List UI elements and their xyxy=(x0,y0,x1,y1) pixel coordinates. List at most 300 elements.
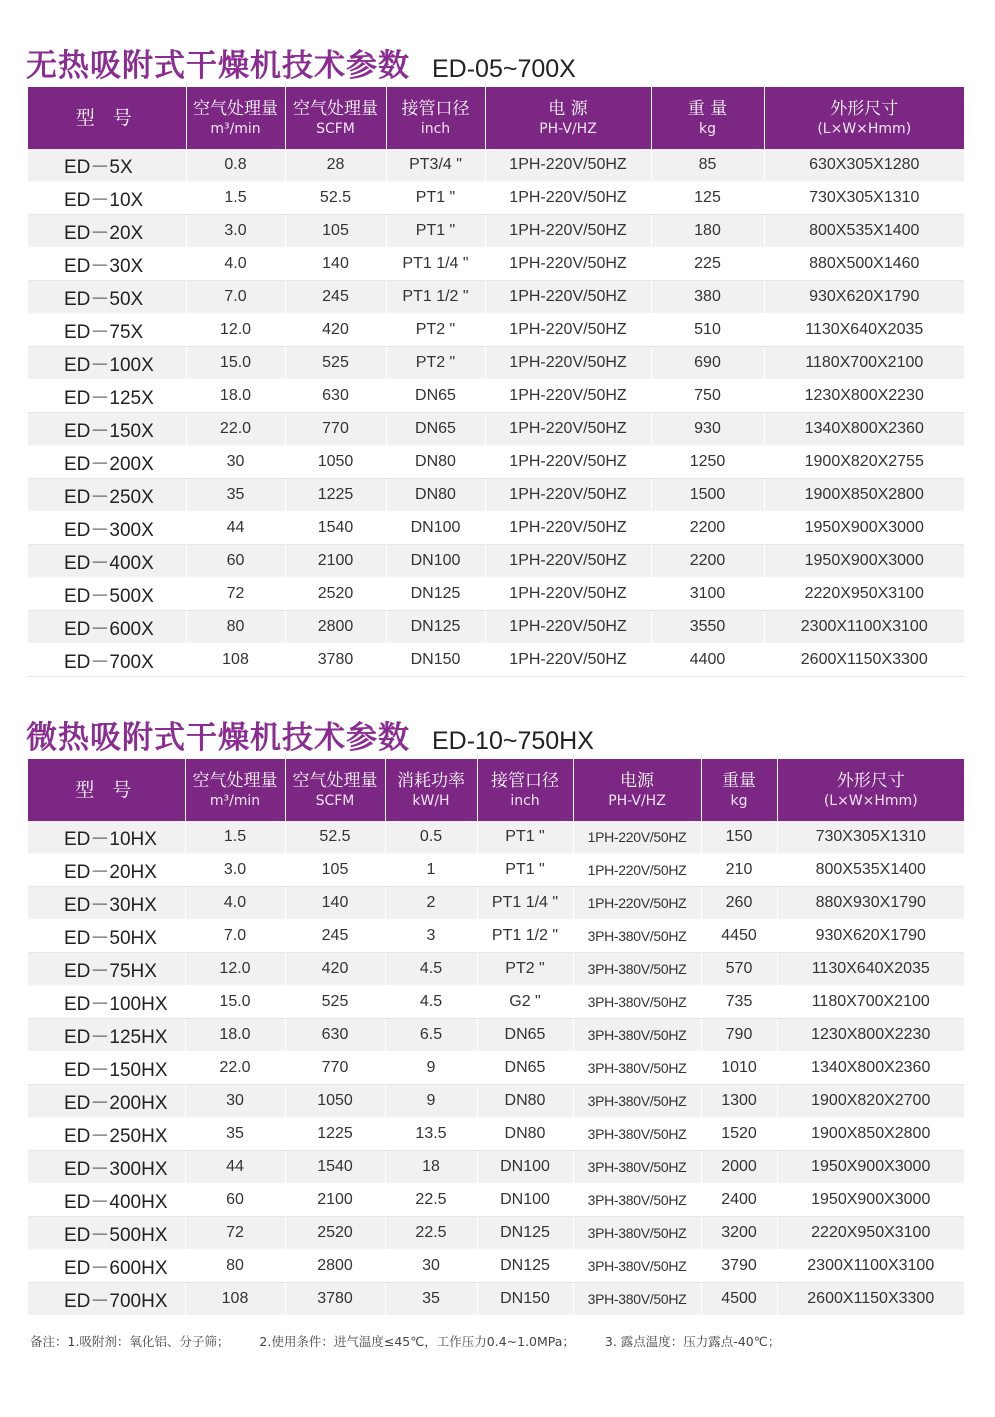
model-cell: ED－700HX xyxy=(28,1283,185,1316)
table-cell: 630X305X1280 xyxy=(764,149,964,182)
table-cell: 30 xyxy=(385,1250,477,1283)
table-cell: 2400 xyxy=(701,1184,777,1217)
column-header-label: 接管口径 xyxy=(401,99,470,119)
table-cell: 72 xyxy=(185,1217,285,1250)
table-cell: 2100 xyxy=(285,545,386,578)
table-cell: 52.5 xyxy=(285,821,385,854)
column-header-label: 空气处理量 xyxy=(192,771,278,791)
table-cell: 3780 xyxy=(285,644,386,677)
table-cell: DN80 xyxy=(477,1085,573,1118)
table-cell: 2520 xyxy=(285,1217,385,1250)
table-row xyxy=(28,215,964,248)
table-row xyxy=(28,986,964,1019)
table-cell: DN125 xyxy=(386,611,485,644)
model-cell: ED－150X xyxy=(28,413,186,446)
table-cell: 140 xyxy=(285,248,386,281)
table-cell: 1PH-220V/50HZ xyxy=(573,854,701,887)
table-row xyxy=(28,512,964,545)
table-row xyxy=(28,248,964,281)
table-row xyxy=(28,1283,964,1316)
table-row xyxy=(28,479,964,512)
column-header-label: 消耗功率 xyxy=(397,771,465,791)
table-cell: 1PH-220V/50HZ xyxy=(485,578,651,611)
table-row xyxy=(28,1118,964,1151)
table-cell: 2300X1100X3100 xyxy=(764,611,964,644)
table-cell: PT1 1/4 " xyxy=(386,248,485,281)
table-row xyxy=(28,347,964,380)
table-cell: 3790 xyxy=(701,1250,777,1283)
table-cell: 2600X1150X3300 xyxy=(777,1283,964,1316)
column-header xyxy=(285,759,385,821)
table-cell: 4450 xyxy=(701,920,777,953)
table-cell: 35 xyxy=(185,1118,285,1151)
model-cell: ED－10HX xyxy=(28,821,185,854)
table-row xyxy=(28,149,964,182)
table-cell: 4.0 xyxy=(186,248,285,281)
table-row xyxy=(28,545,964,578)
table-cell: 80 xyxy=(186,611,285,644)
model-cell: ED－10X xyxy=(28,182,186,215)
table-cell: 1180X700X2100 xyxy=(777,986,964,1019)
table-cell: 735 xyxy=(701,986,777,1019)
table-cell: 2600X1150X3300 xyxy=(764,644,964,677)
table-cell: 4.5 xyxy=(385,986,477,1019)
table-cell: 0.8 xyxy=(186,149,285,182)
model-cell: ED－50X xyxy=(28,281,186,314)
table-cell: DN65 xyxy=(477,1019,573,1052)
table-cell: 1PH-220V/50HZ xyxy=(485,149,651,182)
table-cell: 105 xyxy=(285,215,386,248)
table-cell: 630 xyxy=(285,380,386,413)
table-cell: 1250 xyxy=(651,446,764,479)
table-cell: DN100 xyxy=(386,512,485,545)
table-cell: 30 xyxy=(186,446,285,479)
model-cell: ED－75X xyxy=(28,314,186,347)
model-cell: ED－400HX xyxy=(28,1184,185,1217)
table-row xyxy=(28,314,964,347)
table-row xyxy=(28,953,964,986)
table-row xyxy=(28,1019,964,1052)
table-cell: 180 xyxy=(651,215,764,248)
table-cell: 2300X1100X3100 xyxy=(777,1250,964,1283)
table-cell: 3PH-380V/50HZ xyxy=(573,1250,701,1283)
table-row xyxy=(28,446,964,479)
table-cell: 1010 xyxy=(701,1052,777,1085)
table-cell: 2800 xyxy=(285,611,386,644)
column-header xyxy=(385,759,477,821)
table-cell: 1PH-220V/50HZ xyxy=(485,644,651,677)
table-cell: PT1 1/2 " xyxy=(477,920,573,953)
table-cell: 1950X900X3000 xyxy=(764,545,964,578)
table-cell: 3PH-380V/50HZ xyxy=(573,920,701,953)
table-cell: 1130X640X2035 xyxy=(777,953,964,986)
table-cell: 1950X900X3000 xyxy=(777,1151,964,1184)
table-cell: PT3/4 " xyxy=(386,149,485,182)
table-cell: 1PH-220V/50HZ xyxy=(485,479,651,512)
table-header-row xyxy=(28,759,964,821)
table-cell: 525 xyxy=(285,347,386,380)
table-cell: 790 xyxy=(701,1019,777,1052)
table-cell: 1050 xyxy=(285,446,386,479)
table-cell: 880X930X1790 xyxy=(777,887,964,920)
table-cell: 35 xyxy=(186,479,285,512)
table-cell: 690 xyxy=(651,347,764,380)
column-header xyxy=(28,759,185,821)
table-cell: 140 xyxy=(285,887,385,920)
table-row xyxy=(28,182,964,215)
table-cell: 730X305X1310 xyxy=(777,821,964,854)
table-cell: 4400 xyxy=(651,644,764,677)
table-cell: 3 xyxy=(385,920,477,953)
table-cell: 1.5 xyxy=(185,821,285,854)
model-cell: ED－500HX xyxy=(28,1217,185,1250)
table-cell: 3.0 xyxy=(186,215,285,248)
table-cell: 35 xyxy=(385,1283,477,1316)
column-header-unit: kg xyxy=(730,793,748,809)
table-cell: 1230X800X2230 xyxy=(764,380,964,413)
table-cell: 7.0 xyxy=(185,920,285,953)
table-cell: 3PH-380V/50HZ xyxy=(573,1019,701,1052)
column-header-unit: m³/min xyxy=(209,793,261,809)
table-cell: 1PH-220V/50HZ xyxy=(485,446,651,479)
column-header-label: 型 号 xyxy=(75,779,138,801)
table-cell: 22.5 xyxy=(385,1217,477,1250)
column-header xyxy=(285,87,386,149)
table-cell: 12.0 xyxy=(186,314,285,347)
table-cell: 18 xyxy=(385,1151,477,1184)
table-cell: 1340X800X2360 xyxy=(764,413,964,446)
table-cell: 1230X800X2230 xyxy=(777,1019,964,1052)
table-cell: 630 xyxy=(285,1019,385,1052)
column-header-unit: m³/min xyxy=(210,121,261,137)
model-cell: ED－50HX xyxy=(28,920,185,953)
table-header-row xyxy=(28,87,964,149)
footnote-item: 2.使用条件：进气温度≤45℃，工作压力0.4~1.0MPa； xyxy=(259,1334,575,1349)
table-cell: 22.5 xyxy=(385,1184,477,1217)
table-row xyxy=(28,887,964,920)
table-cell: 15.0 xyxy=(185,986,285,1019)
table-cell: 770 xyxy=(285,1052,385,1085)
model-cell: ED－500X xyxy=(28,578,186,611)
table-cell: 1PH-220V/50HZ xyxy=(485,413,651,446)
table-row xyxy=(28,1217,964,1250)
table-cell: 1340X800X2360 xyxy=(777,1052,964,1085)
column-header-label: 重 量 xyxy=(687,99,728,119)
table-cell: 3PH-380V/50HZ xyxy=(573,1217,701,1250)
table-cell: 930 xyxy=(651,413,764,446)
table-cell: 245 xyxy=(285,920,385,953)
table-cell: 570 xyxy=(701,953,777,986)
table-cell: DN100 xyxy=(477,1151,573,1184)
table-cell: 3.0 xyxy=(185,854,285,887)
table-cell: 105 xyxy=(285,854,385,887)
column-header-label: 型 号 xyxy=(75,107,138,129)
table-cell: DN150 xyxy=(477,1283,573,1316)
table-cell: 2200 xyxy=(651,512,764,545)
table-cell: DN150 xyxy=(386,644,485,677)
table-cell: 880X500X1460 xyxy=(764,248,964,281)
table-cell: 1300 xyxy=(701,1085,777,1118)
column-header-label: 空气处理量 xyxy=(292,771,378,791)
table-cell: 1PH-220V/50HZ xyxy=(485,281,651,314)
column-header xyxy=(485,87,651,149)
column-header-label: 电源 xyxy=(620,771,654,791)
table-cell: DN100 xyxy=(477,1184,573,1217)
table-cell: 525 xyxy=(285,986,385,1019)
table-cell: 1PH-220V/50HZ xyxy=(485,215,651,248)
model-cell: ED－20X xyxy=(28,215,186,248)
table-cell: 108 xyxy=(185,1283,285,1316)
table-row xyxy=(28,1151,964,1184)
table-cell: 1PH-220V/50HZ xyxy=(485,611,651,644)
column-header xyxy=(477,759,573,821)
table-row xyxy=(28,1085,964,1118)
column-header-label: 外形尺寸 xyxy=(830,99,899,119)
table-cell: 108 xyxy=(186,644,285,677)
table-cell: 730X305X1310 xyxy=(764,182,964,215)
table-cell: 85 xyxy=(651,149,764,182)
table-cell: 3PH-380V/50HZ xyxy=(573,1052,701,1085)
table-cell: 380 xyxy=(651,281,764,314)
table-row xyxy=(28,611,964,644)
table-cell: 930X620X1790 xyxy=(777,920,964,953)
table-cell: 3550 xyxy=(651,611,764,644)
model-cell: ED－125HX xyxy=(28,1019,185,1052)
column-header-unit: PH-V/HZ xyxy=(608,793,666,809)
section1-model-range: ED-05~700X xyxy=(432,55,576,83)
table-cell: 3200 xyxy=(701,1217,777,1250)
table-cell: 2800 xyxy=(285,1250,385,1283)
model-cell: ED－300X xyxy=(28,512,186,545)
table-cell: 28 xyxy=(285,149,386,182)
table-cell: 125 xyxy=(651,182,764,215)
column-header xyxy=(651,87,764,149)
column-header-label: 电 源 xyxy=(548,99,588,119)
table-cell: 7.0 xyxy=(186,281,285,314)
model-cell: ED－100HX xyxy=(28,986,185,1019)
column-header xyxy=(186,87,285,149)
table-cell: PT1 " xyxy=(386,215,485,248)
column-header-label: 接管口径 xyxy=(491,771,559,791)
model-cell: ED－250HX xyxy=(28,1118,185,1151)
table-row xyxy=(28,1052,964,1085)
table-cell: 9 xyxy=(385,1052,477,1085)
table-cell: PT1 " xyxy=(386,182,485,215)
table-cell: 2520 xyxy=(285,578,386,611)
table-cell: 18.0 xyxy=(185,1019,285,1052)
table-cell: 800X535X1400 xyxy=(764,215,964,248)
table-cell: 2 xyxy=(385,887,477,920)
column-header-label: 空气处理量 xyxy=(193,99,278,119)
section2-model-range: ED-10~750HX xyxy=(432,727,594,755)
table-cell: 22.0 xyxy=(185,1052,285,1085)
table-cell: PT1 1/4 " xyxy=(477,887,573,920)
low-heat-dryer-spec-table xyxy=(28,759,964,1316)
table-cell: 1950X900X3000 xyxy=(764,512,964,545)
table-cell: 1225 xyxy=(285,1118,385,1151)
column-header xyxy=(764,87,964,149)
table-cell: 3PH-380V/50HZ xyxy=(573,1118,701,1151)
model-cell: ED－75HX xyxy=(28,953,185,986)
table-cell: 1PH-220V/50HZ xyxy=(485,314,651,347)
model-cell: ED－100X xyxy=(28,347,186,380)
table-cell: 1900X820X2755 xyxy=(764,446,964,479)
model-cell: ED－200HX xyxy=(28,1085,185,1118)
model-cell: ED－600X xyxy=(28,611,186,644)
table-cell: DN65 xyxy=(477,1052,573,1085)
model-cell: ED－30HX xyxy=(28,887,185,920)
table-row xyxy=(28,644,964,677)
table-cell: DN65 xyxy=(386,413,485,446)
table-cell: 6.5 xyxy=(385,1019,477,1052)
table-cell: 80 xyxy=(185,1250,285,1283)
section1-title xyxy=(26,40,576,85)
table-cell: 210 xyxy=(701,854,777,887)
table-row xyxy=(28,920,964,953)
section2-title-text: 微热吸附式干燥机技术参数 xyxy=(26,720,410,756)
column-header-label: 外形尺寸 xyxy=(836,771,905,791)
column-header-unit: (L×W×Hmm) xyxy=(823,793,918,809)
table-cell: 3100 xyxy=(651,578,764,611)
table-cell: 750 xyxy=(651,380,764,413)
column-header xyxy=(386,87,485,149)
table-cell: 1050 xyxy=(285,1085,385,1118)
table-cell: 225 xyxy=(651,248,764,281)
table-cell: DN125 xyxy=(386,578,485,611)
table-cell: 9 xyxy=(385,1085,477,1118)
table-cell: 60 xyxy=(186,545,285,578)
table-cell: PT1 1/2 " xyxy=(386,281,485,314)
table-cell: 30 xyxy=(185,1085,285,1118)
table-cell: DN80 xyxy=(477,1118,573,1151)
model-cell: ED－400X xyxy=(28,545,186,578)
table-cell: 1PH-220V/50HZ xyxy=(573,887,701,920)
table-cell: DN125 xyxy=(477,1250,573,1283)
table-cell: 4.5 xyxy=(385,953,477,986)
table-cell: 2220X950X3100 xyxy=(777,1217,964,1250)
table-cell: 44 xyxy=(186,512,285,545)
table-cell: PT1 " xyxy=(477,821,573,854)
table-row xyxy=(28,380,964,413)
column-header xyxy=(777,759,964,821)
column-header-unit: SCFM xyxy=(315,793,355,809)
table-cell: 1180X700X2100 xyxy=(764,347,964,380)
table-cell: DN65 xyxy=(386,380,485,413)
table-cell: 22.0 xyxy=(186,413,285,446)
table-cell: 245 xyxy=(285,281,386,314)
table-cell: 1130X640X2035 xyxy=(764,314,964,347)
table-cell: 1PH-220V/50HZ xyxy=(485,545,651,578)
column-header-unit: PH-V/HZ xyxy=(539,121,597,137)
table-cell: 3PH-380V/50HZ xyxy=(573,953,701,986)
table-cell: 13.5 xyxy=(385,1118,477,1151)
footnote-item: 备注：1.吸附剂：氧化铝、分子筛； xyxy=(30,1334,230,1349)
table-cell: 18.0 xyxy=(186,380,285,413)
column-header xyxy=(28,87,186,149)
table-cell: 1540 xyxy=(285,512,386,545)
table-cell: PT2 " xyxy=(477,953,573,986)
table-cell: 1PH-220V/50HZ xyxy=(573,821,701,854)
model-cell: ED－20HX xyxy=(28,854,185,887)
column-header-unit: SCFM xyxy=(316,121,355,137)
model-cell: ED－250X xyxy=(28,479,186,512)
table-cell: 1900X820X2700 xyxy=(777,1085,964,1118)
model-cell: ED－30X xyxy=(28,248,186,281)
section2-title xyxy=(26,712,594,757)
table-cell: 72 xyxy=(186,578,285,611)
table-cell: 1 xyxy=(385,854,477,887)
table-cell: DN80 xyxy=(386,479,485,512)
table-cell: 1PH-220V/50HZ xyxy=(485,347,651,380)
table-cell: 3PH-380V/50HZ xyxy=(573,1085,701,1118)
table-cell: 150 xyxy=(701,821,777,854)
table-cell: 0.5 xyxy=(385,821,477,854)
table-cell: 1900X850X2800 xyxy=(777,1118,964,1151)
table-cell: DN100 xyxy=(386,545,485,578)
table-cell: 1PH-220V/50HZ xyxy=(485,182,651,215)
table-cell: 4.0 xyxy=(185,887,285,920)
table-cell: 1PH-220V/50HZ xyxy=(485,512,651,545)
table-cell: 1225 xyxy=(285,479,386,512)
table-cell: 260 xyxy=(701,887,777,920)
table-cell: 4500 xyxy=(701,1283,777,1316)
table-cell: 510 xyxy=(651,314,764,347)
table-cell: 44 xyxy=(185,1151,285,1184)
heatless-dryer-spec-table xyxy=(28,87,964,677)
table-cell: 420 xyxy=(285,314,386,347)
table-cell: 770 xyxy=(285,413,386,446)
model-cell: ED－125X xyxy=(28,380,186,413)
model-cell: ED－5X xyxy=(28,149,186,182)
column-header-unit: (L×W×Hmm) xyxy=(817,121,912,137)
table-cell: 1PH-220V/50HZ xyxy=(485,248,651,281)
column-header-unit: inch xyxy=(420,121,451,137)
table-row xyxy=(28,821,964,854)
table-row xyxy=(28,281,964,314)
model-cell: ED－150HX xyxy=(28,1052,185,1085)
table-cell: 3PH-380V/50HZ xyxy=(573,1151,701,1184)
table-cell: PT1 " xyxy=(477,854,573,887)
column-header xyxy=(573,759,701,821)
table-row xyxy=(28,413,964,446)
table-cell: 3PH-380V/50HZ xyxy=(573,1184,701,1217)
column-header-label: 空气处理量 xyxy=(293,99,378,119)
column-header-unit: inch xyxy=(510,793,540,809)
table-cell: 3780 xyxy=(285,1283,385,1316)
model-cell: ED－600HX xyxy=(28,1250,185,1283)
table-cell: 1540 xyxy=(285,1151,385,1184)
model-cell: ED－700X xyxy=(28,644,186,677)
table-cell: 3PH-380V/50HZ xyxy=(573,1283,701,1316)
table-cell: DN125 xyxy=(477,1217,573,1250)
table-cell: 60 xyxy=(185,1184,285,1217)
column-header-unit: kg xyxy=(699,121,716,137)
table-cell: G2 " xyxy=(477,986,573,1019)
table-cell: 3PH-380V/50HZ xyxy=(573,986,701,1019)
table-cell: 420 xyxy=(285,953,385,986)
model-cell: ED－200X xyxy=(28,446,186,479)
column-header-label: 重量 xyxy=(722,771,756,791)
table-cell: 2200 xyxy=(651,545,764,578)
table-cell: 52.5 xyxy=(285,182,386,215)
table-row xyxy=(28,578,964,611)
section1-title-text: 无热吸附式干燥机技术参数 xyxy=(26,48,410,84)
table-cell: 12.0 xyxy=(185,953,285,986)
table-cell: 1.5 xyxy=(186,182,285,215)
table-cell: 1520 xyxy=(701,1118,777,1151)
table-cell: 1PH-220V/50HZ xyxy=(485,380,651,413)
table-cell: 2100 xyxy=(285,1184,385,1217)
